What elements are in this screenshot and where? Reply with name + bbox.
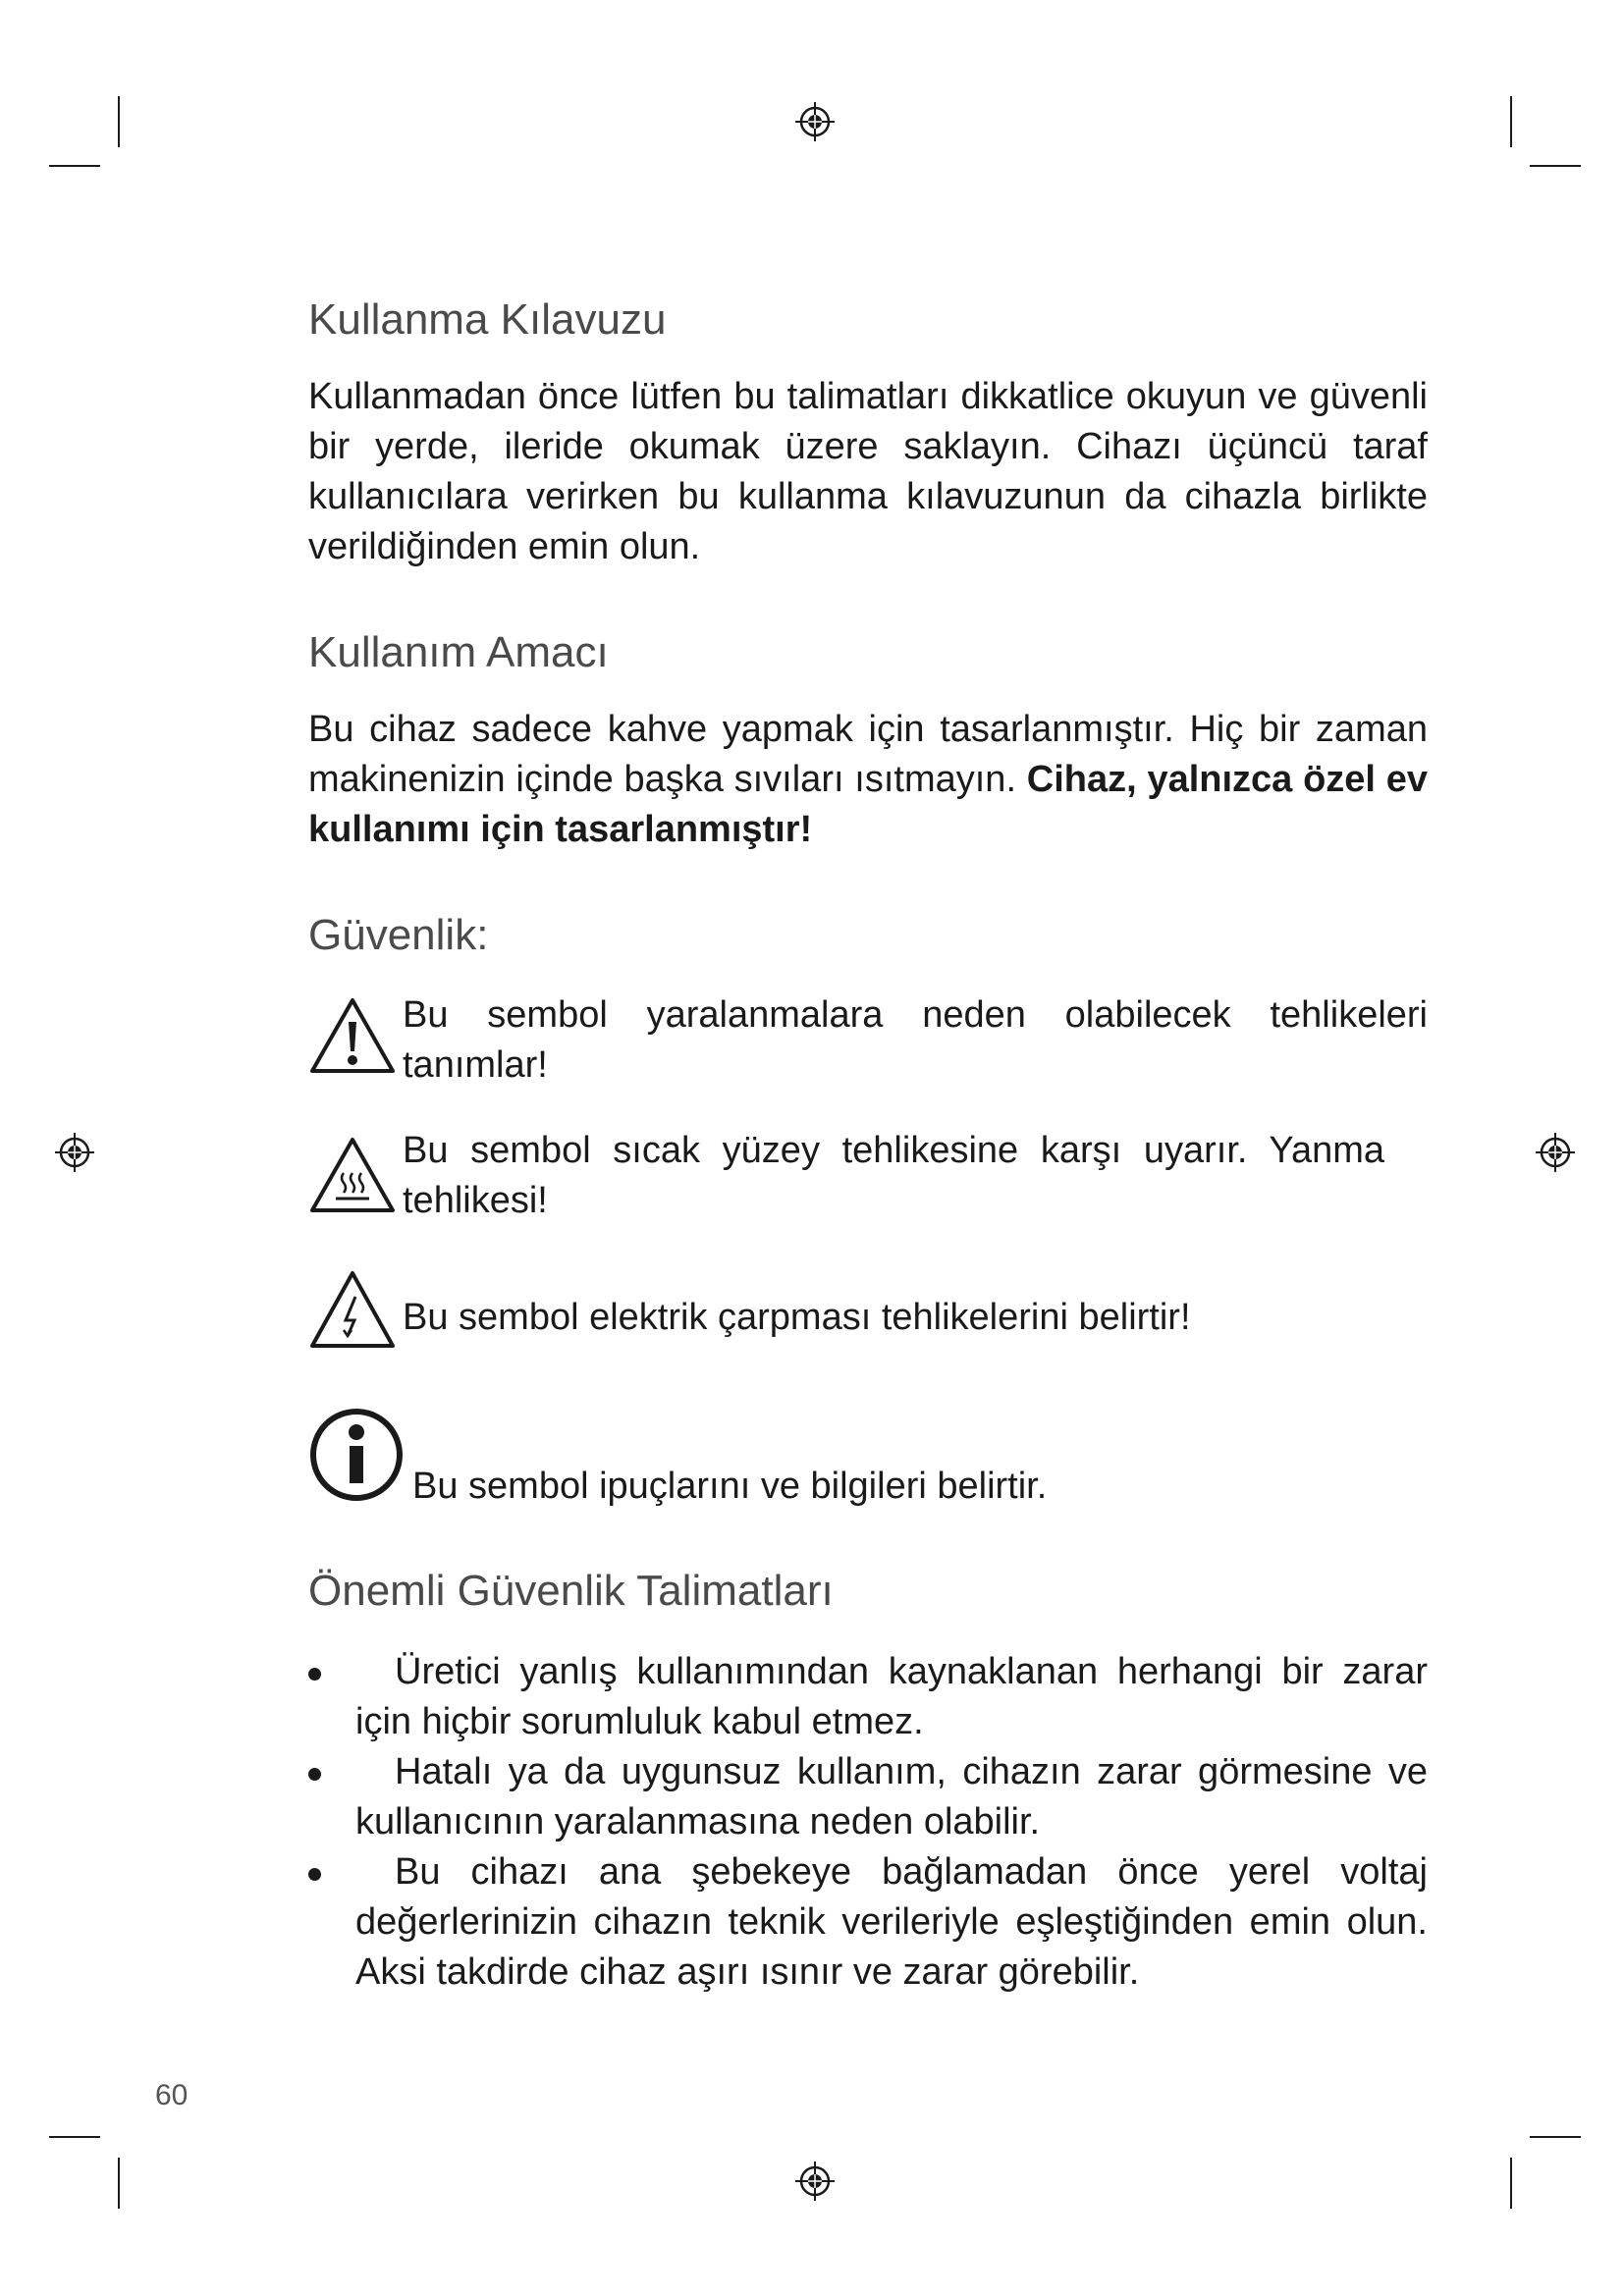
symbol-text-electric: Bu sembol elektrik çarpması tehlikelerini belirtir! — [403, 1297, 1191, 1339]
info-icon — [308, 1407, 405, 1503]
list-item — [308, 1647, 1428, 1747]
bullet-icon — [308, 1768, 321, 1781]
bullet-text: Üretici yanlış kullanımından kaynaklanan herhangi bir zarar için hiçbir sorumluluk kabul etmez. — [355, 1651, 1428, 1743]
important-bullet-list — [308, 1647, 1428, 1998]
symbol-row-info — [308, 1407, 1428, 1522]
manual-heading: Kullanma Kılavuzu — [308, 295, 667, 344]
registration-mark-icon — [1534, 1131, 1577, 1174]
registration-mark-icon — [793, 2160, 837, 2203]
important-heading: Önemli Güvenlik Talimatları — [308, 1567, 834, 1616]
purpose-heading: Kullanım Amacı — [308, 627, 609, 676]
bullet-text: Hatalı ya da uygunsuz kullanım, cihazın zarar görmesine ve kullanıcının yaralanmasına neden olabilir. — [355, 1751, 1428, 1843]
list-item — [308, 1747, 1428, 1847]
purpose-text: Bu cihaz sadece kahve yapmak için tasarlanmıştır. Hiç bir zaman makinenizin içinde başka sıvıları ısıtmayın. — [308, 708, 1428, 800]
purpose-bold-text: Cihaz, yalnızca özel ev kullanımı için tasarlanmıştır! — [308, 758, 1429, 850]
symbol-text-warning: Bu sembol yaralanmalara neden olabilecek tehlikeleri tanımlar! — [403, 994, 1428, 1087]
crop-mark — [118, 2158, 120, 2209]
symbol-row-warning — [308, 990, 1428, 1098]
registration-mark-icon — [793, 100, 837, 143]
symbol-text-hot-surface: Bu sembol sıcak yüzey tehlikesine karşı uyarır. Yanma tehlikesi! — [403, 1130, 1384, 1222]
manual-paragraph: Kullanmadan önce lütfen bu talimatları dikkatlice okuyun ve güvenli bir yerde, ileride okumak üzere saklayın. Cihazı üçüncü taraf kullanıcılara verirken bu kullanma kılavuzunun da cihazla birlikte verildiğinden emin olun. — [308, 375, 1428, 567]
crop-mark — [118, 96, 120, 147]
purpose-paragraph — [308, 705, 1428, 855]
hot-surface-warning-icon — [308, 1136, 397, 1214]
symbol-row-hot-surface — [308, 1126, 1428, 1242]
crop-mark — [1510, 2158, 1512, 2209]
bullet-icon — [308, 1668, 321, 1681]
symbol-row-electric — [308, 1269, 1428, 1379]
list-item — [308, 1847, 1428, 1998]
safety-heading: Güvenlik: — [308, 910, 489, 959]
crop-mark — [1530, 165, 1581, 167]
crop-mark — [49, 165, 100, 167]
page-number: 60 — [155, 2079, 189, 2111]
bullet-text: Bu cihazı ana şebekeye bağlamadan önce yerel voltaj değerlerinizin cihazın teknik verileriyle eşleştiğinden emin olun. Aksi takdirde cihaz aşırı ısınır ve zarar görebilir. — [355, 1851, 1428, 1994]
bullet-icon — [308, 1868, 321, 1881]
symbol-text-info: Bu sembol ipuçlarını ve bilgileri belirtir. — [412, 1466, 1048, 1508]
crop-mark — [1530, 2136, 1581, 2138]
crop-mark — [1510, 96, 1512, 147]
page-content — [308, 294, 1428, 1998]
crop-mark — [49, 2136, 100, 2138]
electric-shock-warning-icon — [308, 1269, 397, 1350]
registration-mark-icon — [53, 1131, 96, 1174]
warning-exclamation-icon — [308, 996, 397, 1075]
